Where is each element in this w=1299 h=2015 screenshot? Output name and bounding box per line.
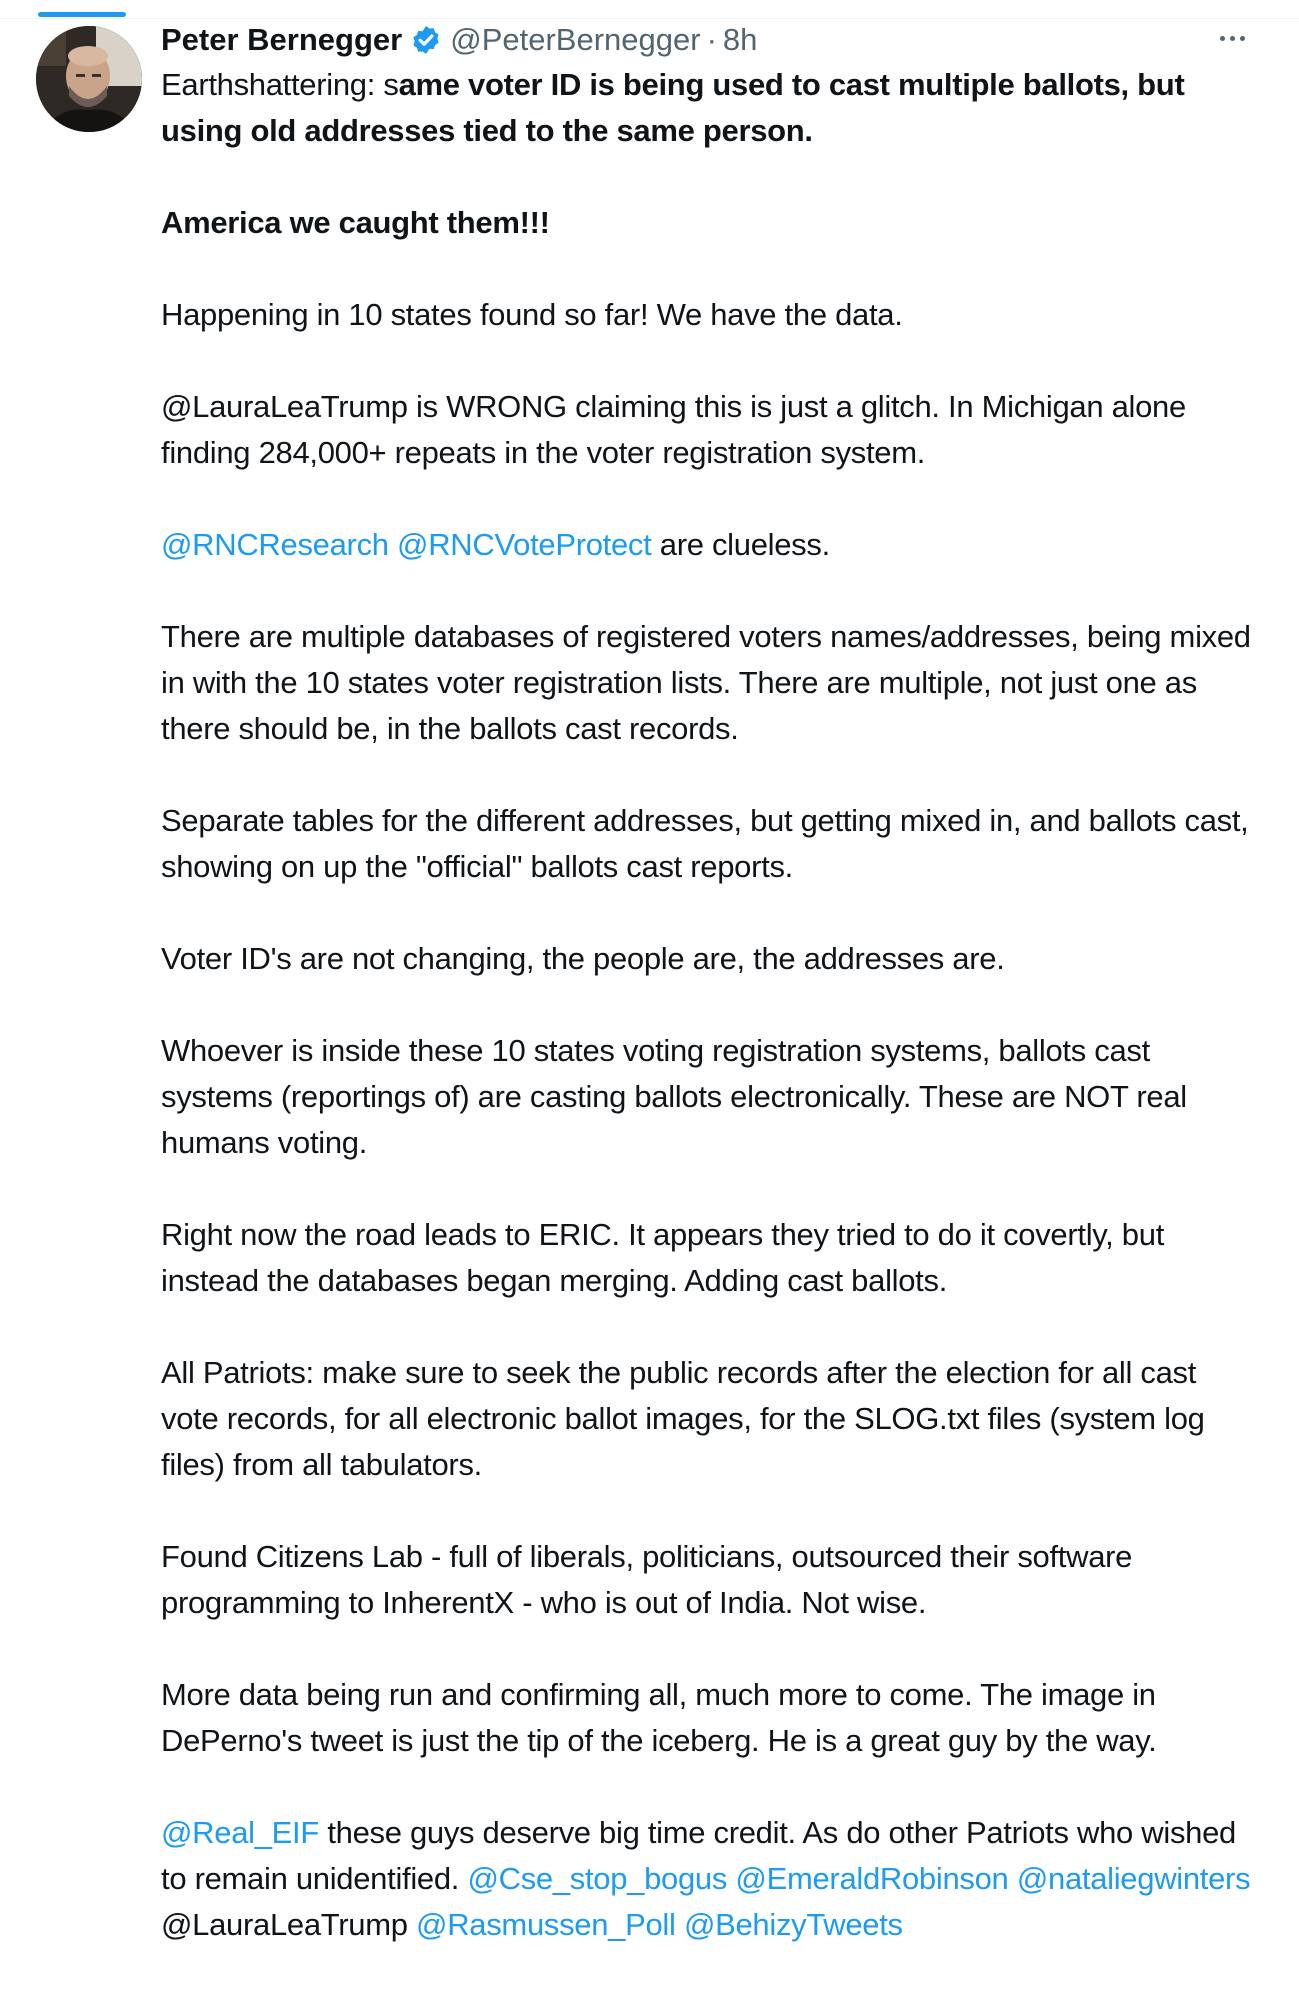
paragraph-bold-text: ame voter ID is being used to cast multiple ballots, but using old addresses tied to the same person.: [161, 67, 1185, 148]
tweet-paragraph: [161, 62, 1256, 154]
mention-link[interactable]: @Rasmussen_Poll: [416, 1907, 676, 1942]
avatar[interactable]: [36, 26, 142, 132]
paragraph-text: are clueless.: [651, 527, 830, 562]
tweet-paragraph: America we caught them!!!: [161, 205, 550, 240]
tweet-paragraph: [161, 1810, 1256, 1948]
active-tab-indicator: [38, 12, 126, 17]
mention-link[interactable]: @BehizyTweets: [683, 1907, 903, 1942]
mention-link[interactable]: @nataliegwinters: [1016, 1861, 1251, 1896]
mention-link[interactable]: @EmeraldRobinson: [735, 1861, 1009, 1896]
more-options-icon[interactable]: [1210, 20, 1254, 56]
tweet-paragraph: There are multiple databases of registered voters names/addresses, being mixed in with the 10 states voter registration lists. There are multiple, not just one as there should be, in the ballots cast records.: [161, 619, 1251, 746]
tweet-text: [161, 62, 1256, 1994]
mention-link[interactable]: @Real_EIF: [161, 1815, 319, 1850]
tweet-header: [161, 18, 757, 62]
paragraph-text: these guys deserve big time credit. As do other Patriots who wished to remain unidentified.: [161, 1815, 1236, 1896]
plain-mention-text: @LauraLeaTrump: [161, 1907, 408, 1942]
tweet-paragraph: Happening in 10 states found so far! We have the data.: [161, 297, 903, 332]
verified-badge-icon: [410, 24, 442, 56]
paragraph-text: Earthshattering: s: [161, 67, 399, 102]
tweet-paragraph: Right now the road leads to ERIC. It appears they tried to do it covertly, but instead the databases began merging. Adding cast ballots.: [161, 1217, 1165, 1298]
header-separator: ·: [706, 22, 717, 57]
tweet-paragraph: Separate tables for the different addresses, but getting mixed in, and ballots cast, showing on up the "official" ballots cast reports.: [161, 803, 1249, 884]
tweet-paragraph: [161, 522, 1256, 568]
mention-link[interactable]: @Cse_stop_bogus: [467, 1861, 728, 1896]
tweet-paragraph: Found Citizens Lab - full of liberals, politicians, outsourced their software programming to InherentX - who is out of India. Not wise.: [161, 1539, 1133, 1620]
tweet-paragraph: Voter ID's are not changing, the people are, the addresses are.: [161, 941, 1005, 976]
mention-link[interactable]: @RNCVoteProtect: [397, 527, 652, 562]
avatar-image: [36, 26, 142, 132]
tweet-paragraph: More data being run and confirming all, much more to come. The image in DePerno's tweet is just the tip of the iceberg. He is a great guy by the way.: [161, 1677, 1157, 1758]
author-handle[interactable]: @PeterBernegger: [450, 22, 701, 57]
tweet-paragraph: All Patriots: make sure to seek the public records after the election for all cast vote records, for all electronic ballot images, for the SLOG.txt files (system log files) from all tabulators.: [161, 1355, 1205, 1482]
author-name[interactable]: Peter Bernegger: [161, 22, 403, 57]
tweet-paragraph: Whoever is inside these 10 states voting registration systems, ballots cast systems (reportings of) are casting ballots electronically. These are NOT real humans voting.: [161, 1033, 1187, 1160]
mention-link[interactable]: @RNCResearch: [161, 527, 389, 562]
tweet-timestamp[interactable]: 8h: [722, 22, 758, 57]
tweet-paragraph: @LauraLeaTrump is WRONG claiming this is just a glitch. In Michigan alone finding 284,000+ repeats in the voter registration system.: [161, 389, 1186, 470]
